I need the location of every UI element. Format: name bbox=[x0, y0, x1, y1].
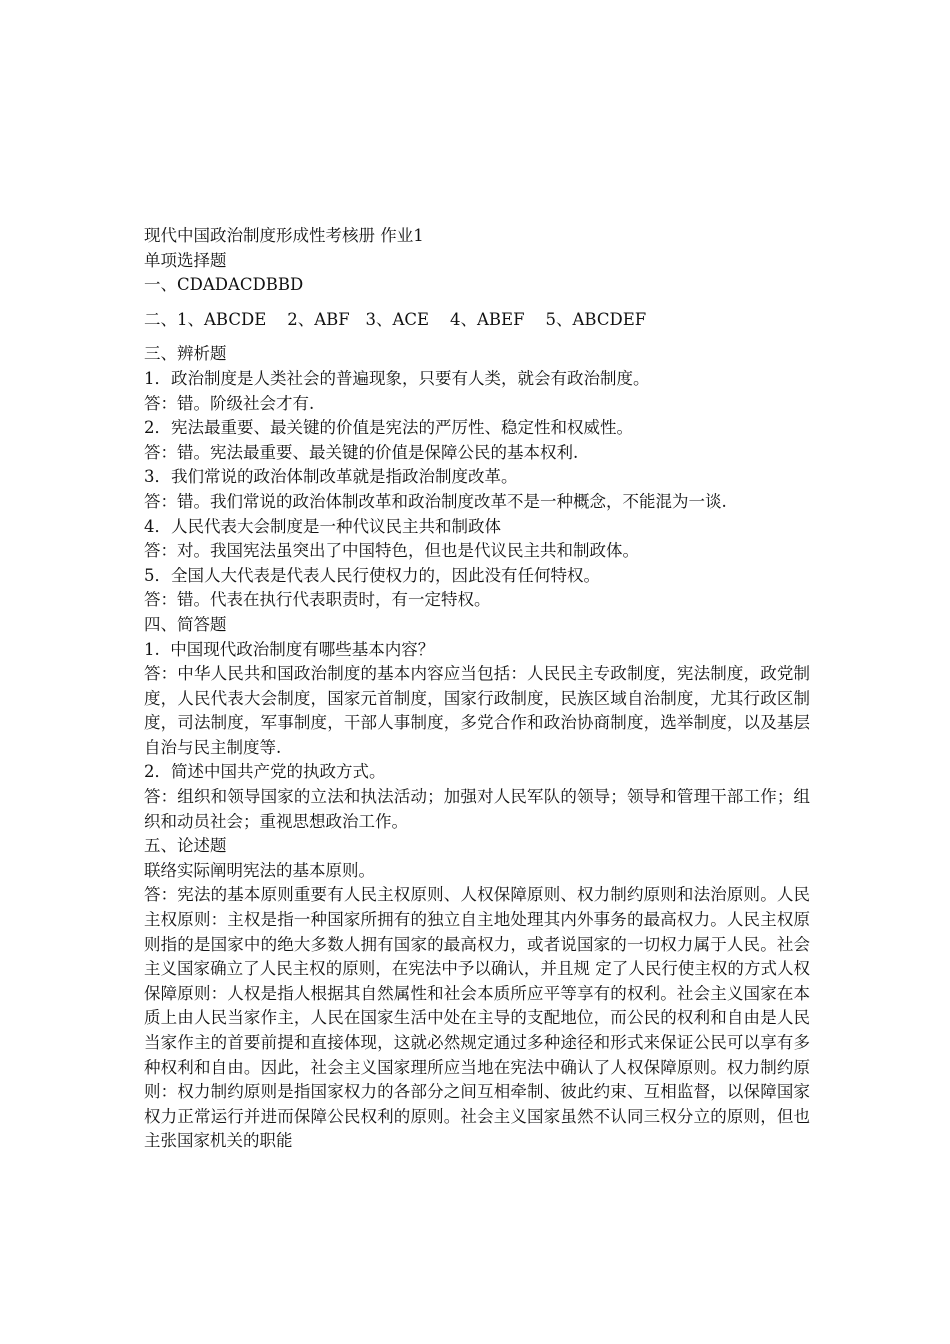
essay-question-1: 联络实际阐明宪法的基本原则。 bbox=[144, 860, 375, 880]
discrimination-question-1: 1．政治制度是人类社会的普遍现象，只要有人类，就会有政治制度。 bbox=[144, 368, 650, 388]
essay-answer-1: 答：宪法的基本原则重要有人民主权原则、人权保障原则、权力制约原则和法治原则。人民主权原则：主权是指一种国家所拥有的独立自主地处理其内外事务的最高权力。人民主权原则指的是国家中的绝大多数人拥有国家的最高权力，或者说国家的一切权力属于人民。社会主义国家确立了人民主权的原则，在宪法中予以确认，并且规 定了人民行使主权的方式人权保障原则：人权是指人根据其自然属性和社会本质所应平等享有的权利。社会主义国家在本质上由人民当家作主，人民在国家生活中处在主导的支配地位，而公民的权利和自由是人民当家作主的首要前提和直接体现，这就必然规定通过多种途径和形式来保证公民可以享有多种权利和自由。因此，社会主义国家理所应当地在宪法中确认了人权保障原则。权力制约原则：权力制约原则是指国家权力的各部分之间互相牵制、彼此约束、互相监督，以保障国家权力正常运行并进而保障公民权利的原则。社会主义国家虽然不认同三权分立的原则，但也主张国家机关的职能 bbox=[144, 885, 810, 1151]
discrimination-question-2: 2．宪法最重要、最关键的价值是宪法的严厉性、稳定性和权威性。 bbox=[144, 418, 633, 438]
answers-part-one: 一、CDADACDBBD bbox=[144, 275, 304, 295]
discrimination-answer-2: 答：错。宪法最重要、最关键的价值是保障公民的基本权利. bbox=[144, 442, 579, 462]
section-single-choice-heading: 单项选择题 bbox=[144, 250, 227, 270]
document-title: 现代中国政治制度形成性考核册 作业1 bbox=[144, 226, 424, 245]
answers-part-two: 二、1、ABCDE 2、ABF 3、ACE 4、ABEF 5、ABCDEF bbox=[144, 309, 647, 329]
short-answer-answer-2: 答：组织和领导国家的立法和执法活动；加强对人民军队的领导；领导和管理干部工作；组织和动员社会；重视思想政治工作。 bbox=[144, 787, 810, 831]
discrimination-answer-5: 答：错。代表在执行代表职责时，有一定特权。 bbox=[144, 590, 491, 610]
section-three-heading: 三、辨析题 bbox=[144, 344, 227, 364]
discrimination-answer-4: 答：对。我国宪法虽突出了中国特色，但也是代议民主共和制政体。 bbox=[144, 541, 639, 561]
discrimination-question-5: 5．全国人大代表是代表人民行使权力的，因此没有任何特权。 bbox=[144, 565, 600, 585]
discrimination-question-4: 4．人民代表大会制度是一种代议民主共和制政体 bbox=[144, 516, 501, 536]
short-answer-answer-1: 答：中华人民共和国政治制度的基本内容应当包括：人民民主专政制度，宪法制度，政党制度，人民代表大会制度，国家元首制度，国家行政制度，民族区域自治制度，尤其行政区制度，司法制度，军事制度，干部人事制度，多党合作和政治协商制度，选举制度，以及基层自治与民主制度等. bbox=[144, 664, 810, 757]
short-answer-question-2: 2．简述中国共产党的执政方式。 bbox=[144, 762, 386, 782]
discrimination-answer-1: 答：错。阶级社会才有. bbox=[144, 393, 315, 413]
section-four-heading: 四、简答题 bbox=[144, 614, 227, 634]
section-five-heading: 五、论述题 bbox=[144, 836, 227, 856]
discrimination-question-3: 3．我们常说的政治体制改革就是指政治制度改革。 bbox=[144, 467, 518, 487]
document-body bbox=[144, 224, 810, 1154]
short-answer-question-1: 1. 中国现代政治制度有哪些基本内容？ bbox=[144, 639, 435, 659]
discrimination-answer-3: 答：错。我们常说的政治体制改革和政治制度改革不是一种概念，不能混为一谈. bbox=[144, 491, 727, 511]
